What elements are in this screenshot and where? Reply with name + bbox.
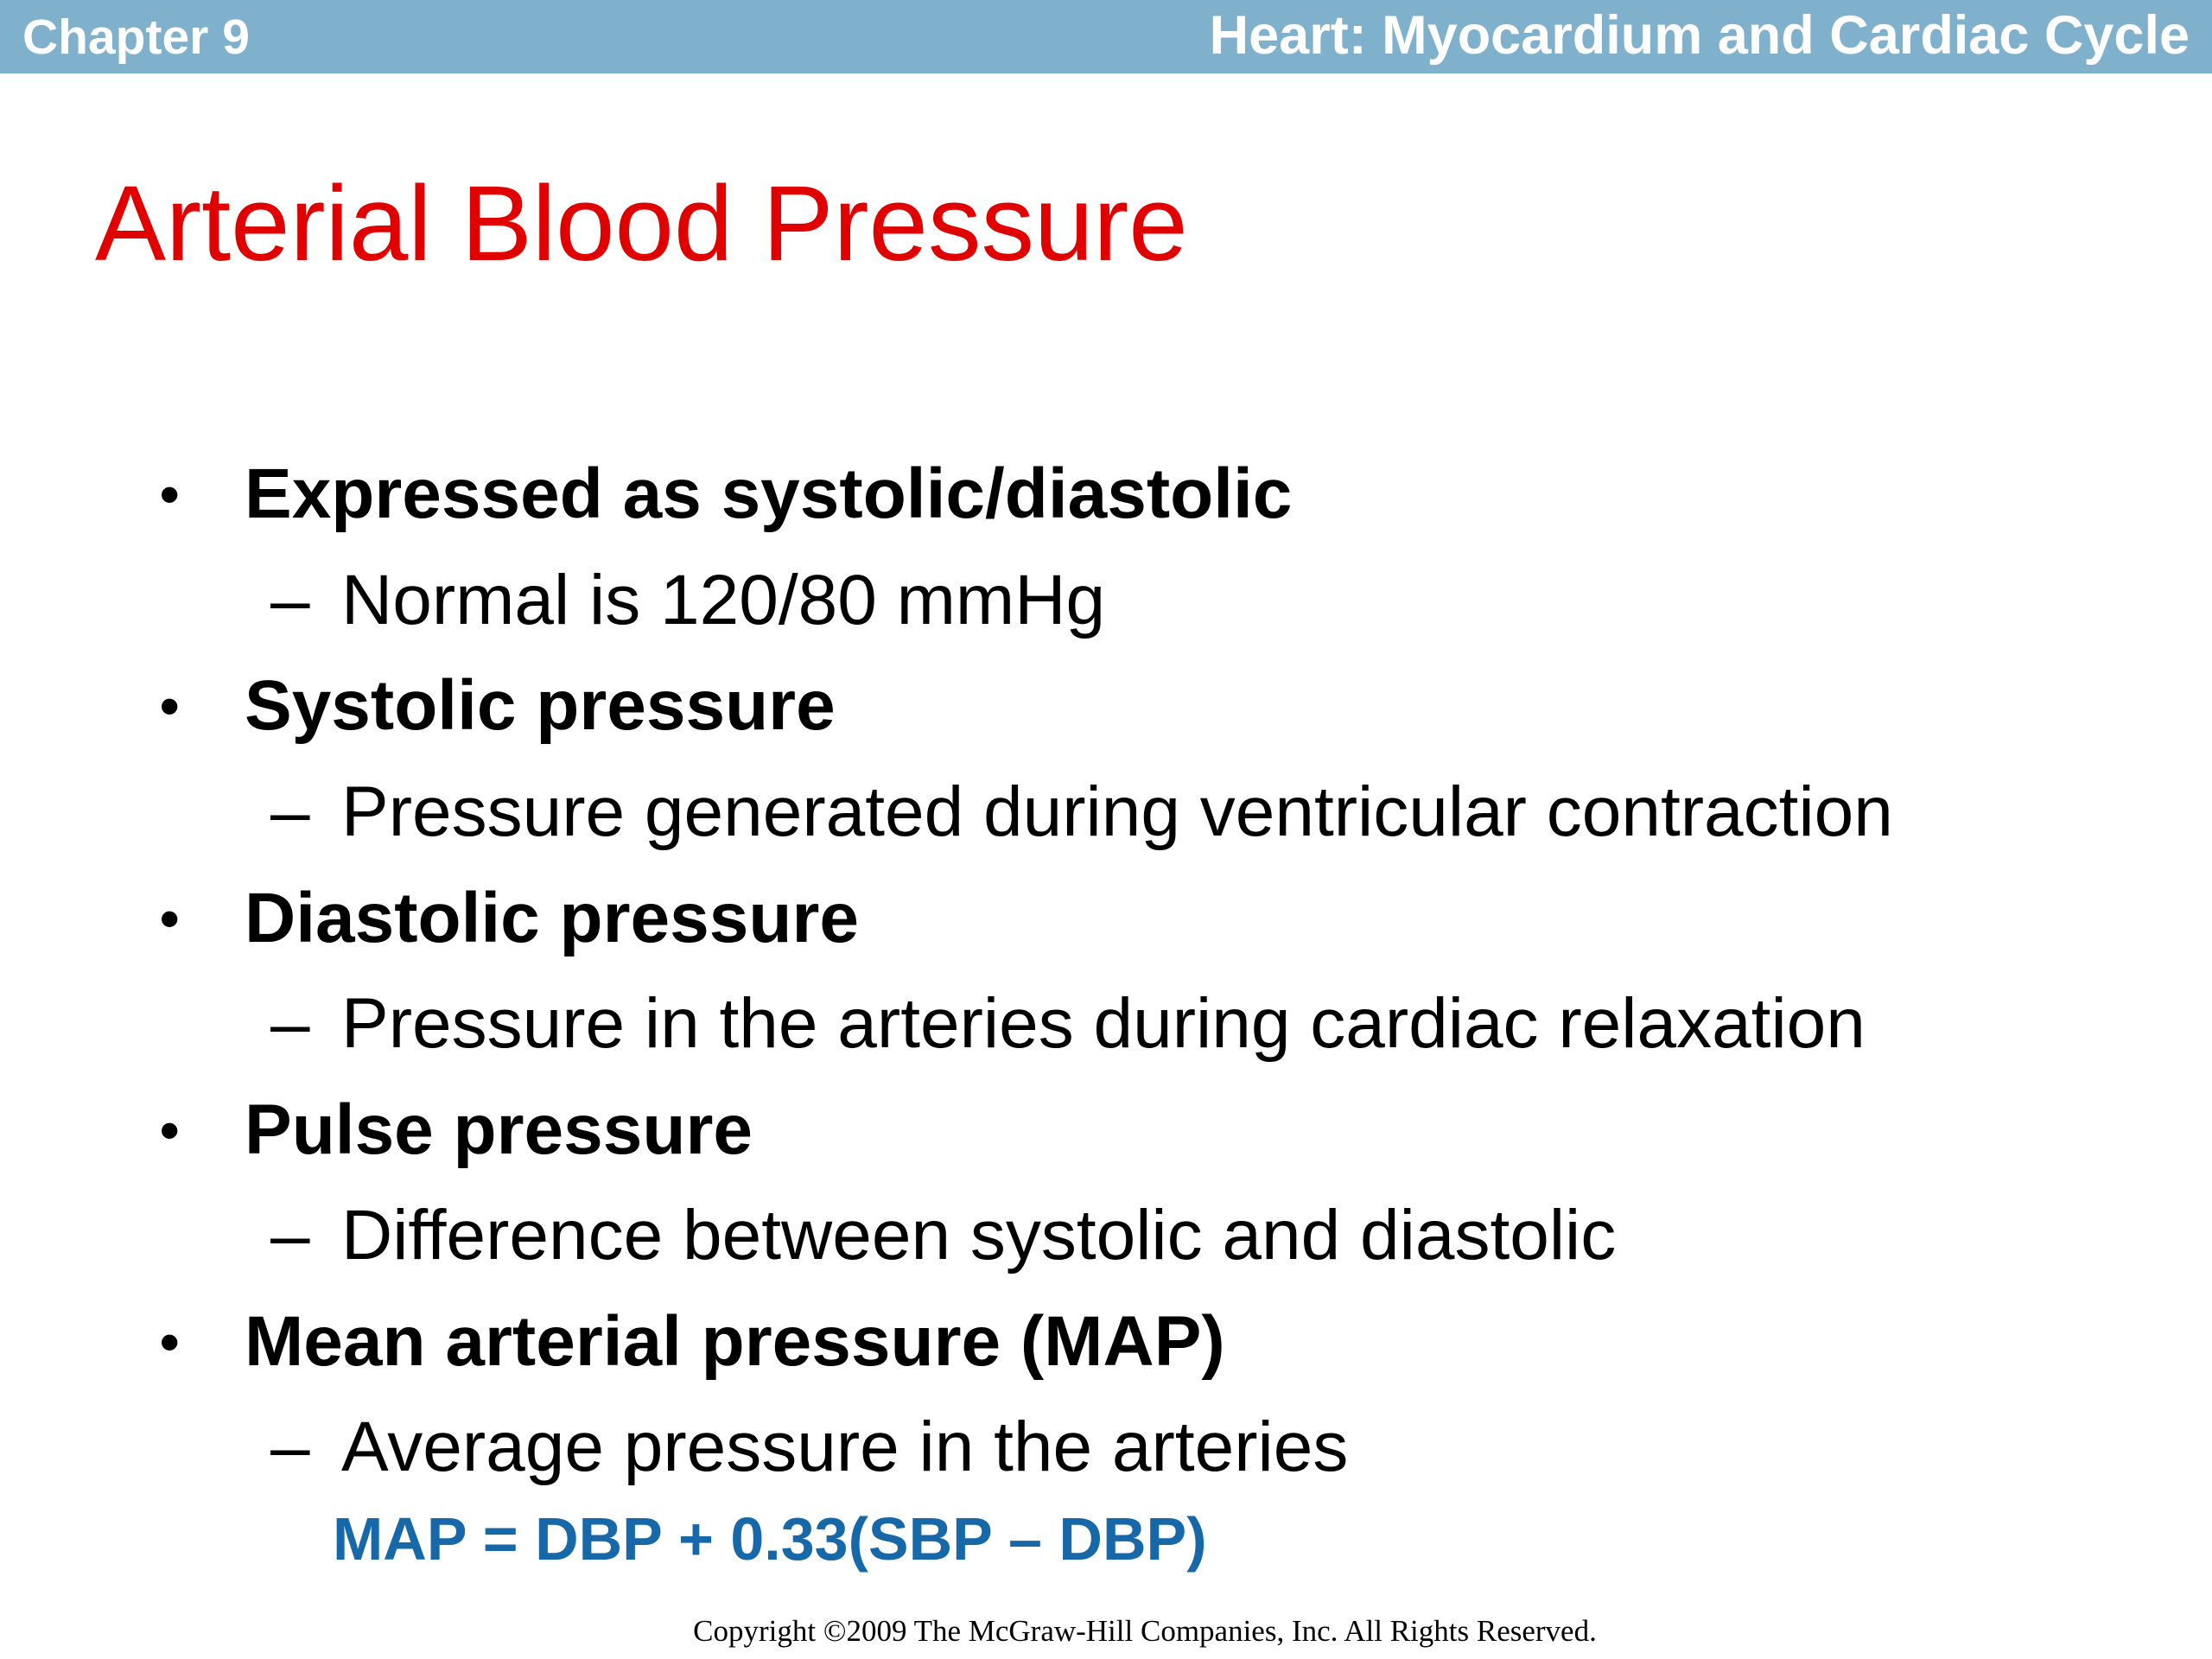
chapter-label: Chapter 9 bbox=[22, 10, 250, 65]
section-title: Heart: Myocardium and Cardiac Cycle bbox=[1209, 5, 2190, 66]
header-bar bbox=[0, 0, 2212, 73]
bullet-dot: • bbox=[160, 675, 180, 737]
bullet-dot: • bbox=[160, 1311, 180, 1373]
bullet-dot: • bbox=[160, 1099, 180, 1161]
sub-dash: – bbox=[270, 1408, 310, 1486]
bullet-text: Expressed as systolic/diastolic bbox=[245, 454, 1293, 533]
sub-dash: – bbox=[270, 561, 310, 639]
map-formula: MAP = DBP + 0.33(SBP – DBP) bbox=[333, 1505, 1207, 1573]
sub-text: Normal is 120/80 mmHg bbox=[341, 561, 1106, 639]
sub-text: Difference between systolic and diastolic bbox=[341, 1196, 1617, 1274]
slide-title: Arterial Blood Pressure bbox=[95, 165, 1188, 283]
copyright-notice: Copyright ©2009 The McGraw-Hill Companies, Inc. All Rights Reserved. bbox=[693, 1614, 1597, 1648]
bullet-dot: • bbox=[160, 463, 180, 525]
sub-dash: – bbox=[270, 984, 310, 1063]
bullet-text: Systolic pressure bbox=[245, 666, 836, 745]
sub-text: Pressure in the arteries during cardiac relaxation bbox=[341, 984, 1866, 1063]
bullet-text: Diastolic pressure bbox=[245, 879, 859, 957]
sub-dash: – bbox=[270, 772, 310, 851]
sub-dash: – bbox=[270, 1196, 310, 1274]
bullet-dot: • bbox=[160, 887, 180, 950]
sub-text: Average pressure in the arteries bbox=[341, 1408, 1349, 1486]
bullet-text: Pulse pressure bbox=[245, 1090, 753, 1169]
bullet-text: Mean arterial pressure (MAP) bbox=[245, 1302, 1225, 1381]
sub-text: Pressure generated during ventricular contraction bbox=[341, 772, 1893, 851]
